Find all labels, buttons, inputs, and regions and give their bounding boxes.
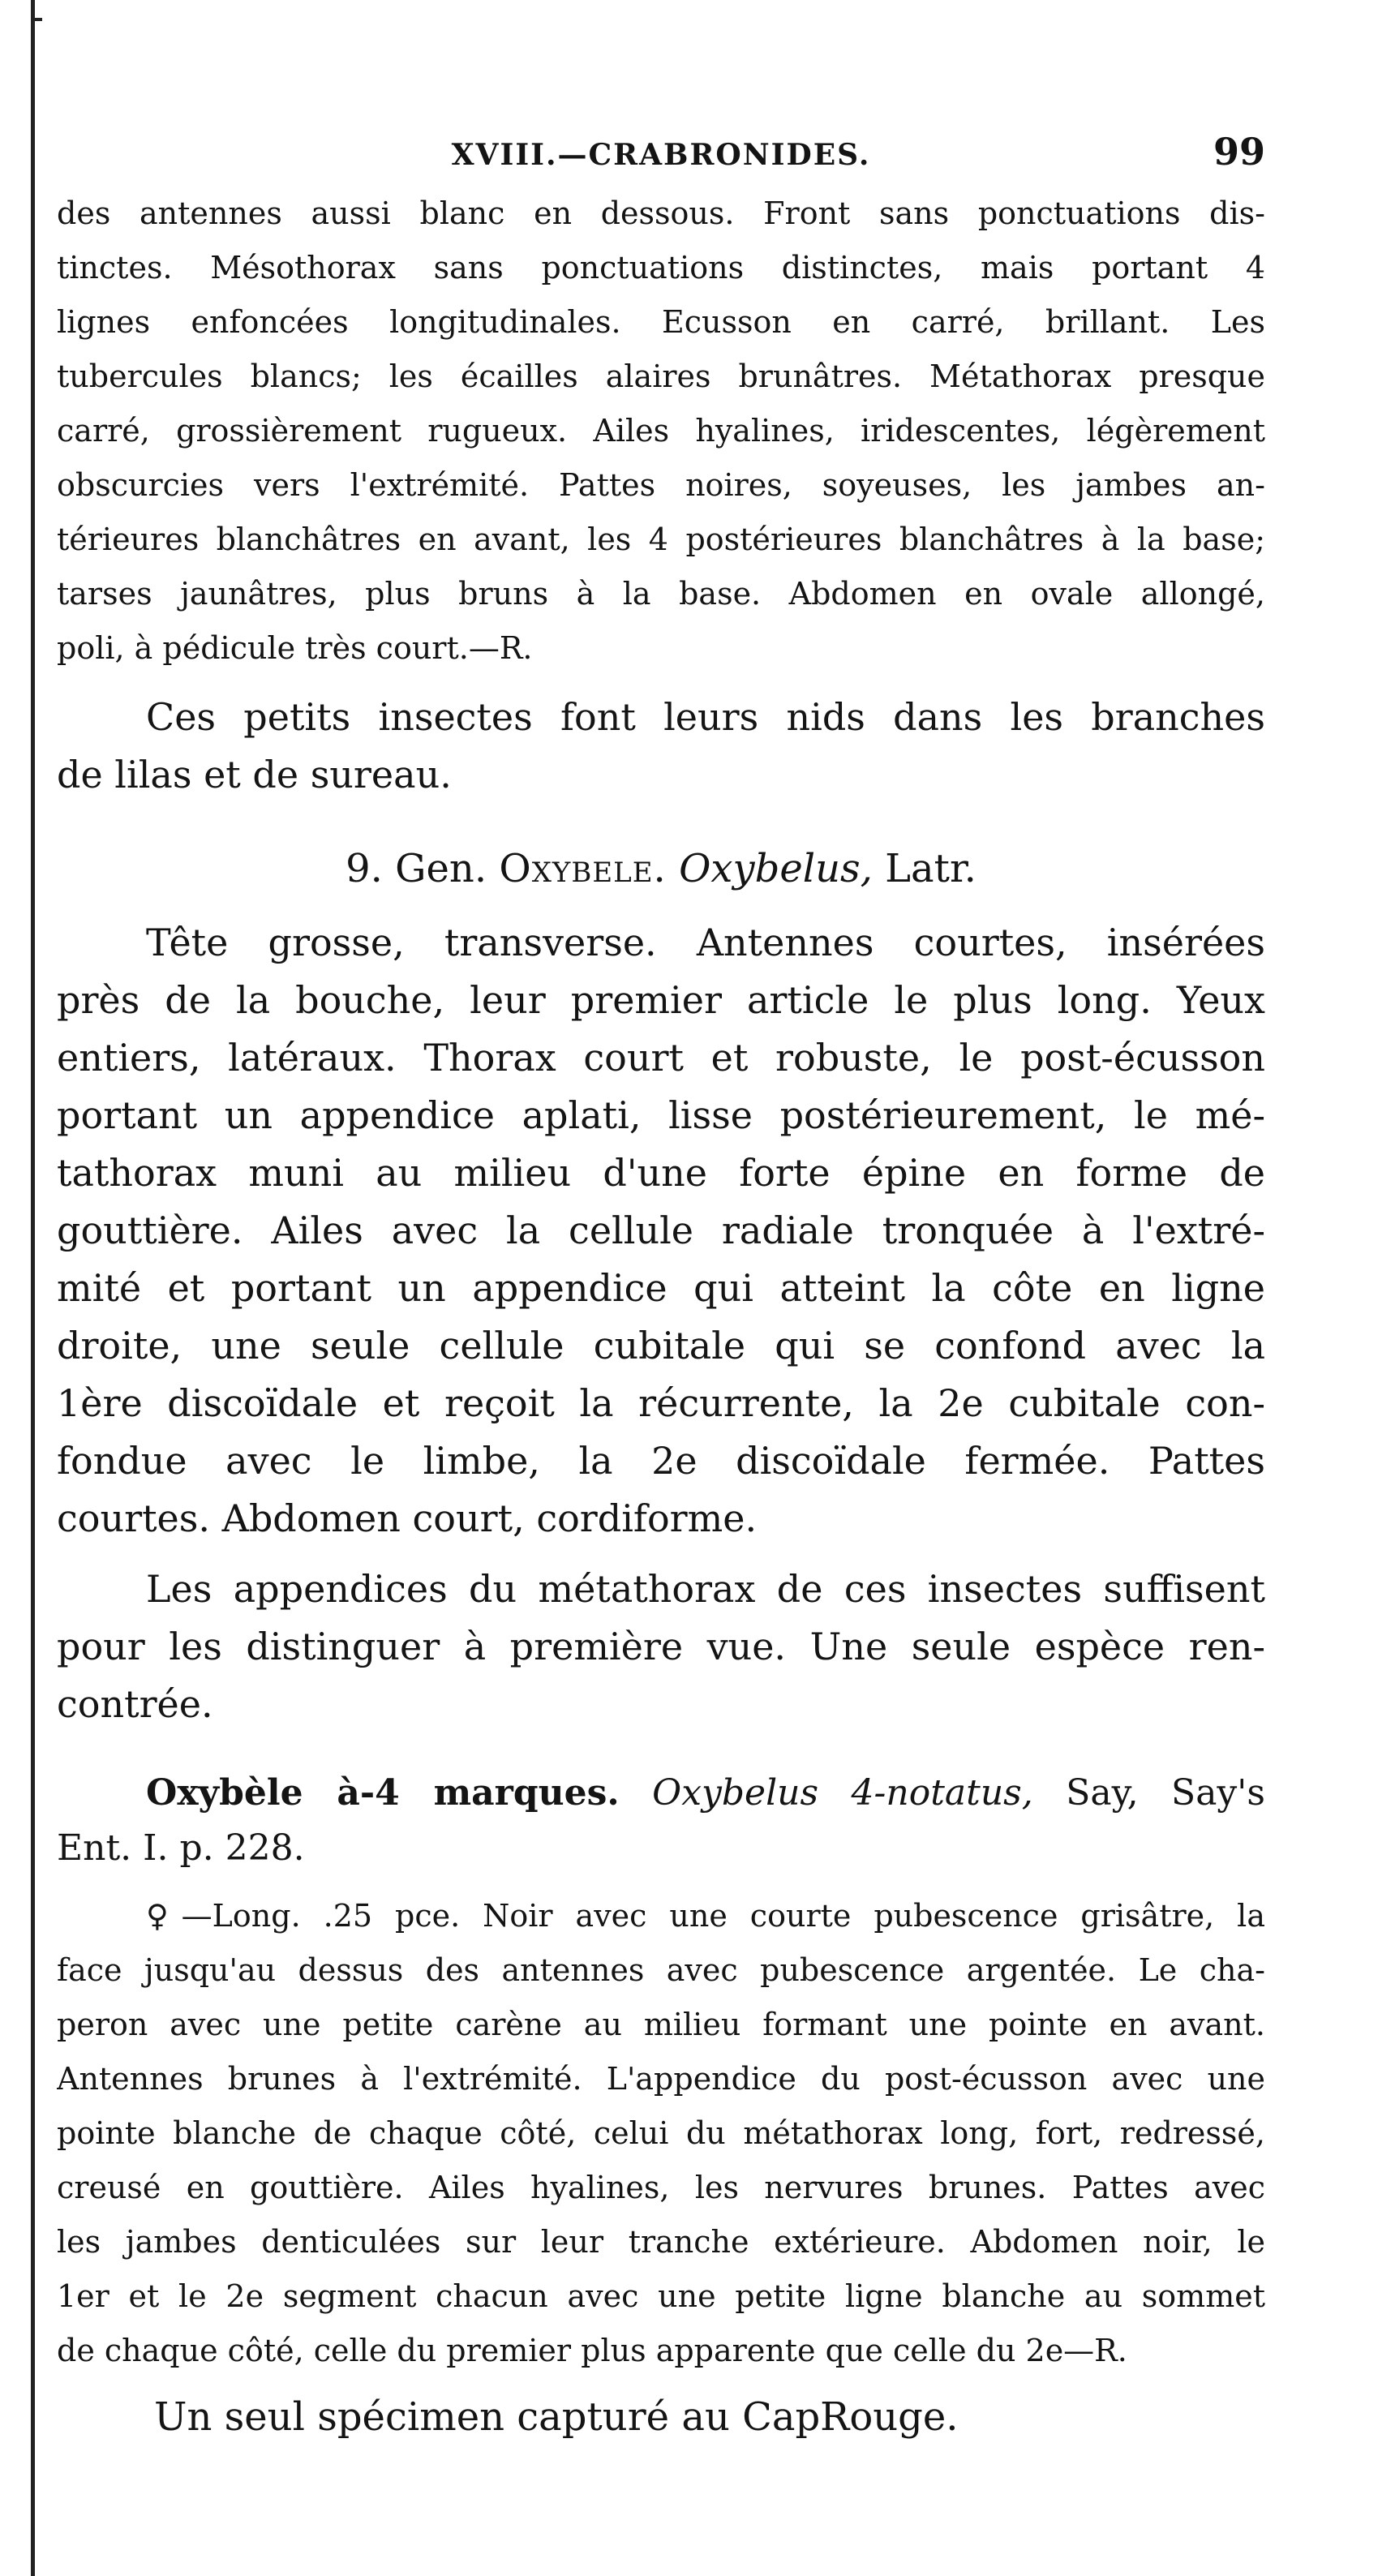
genus-author: Latr. — [885, 846, 976, 891]
species-common-name: Oxybèle à-4 marques. — [146, 1772, 620, 1814]
text-line: tinctes. Mésothorax sans ponctuations distinctes, mais portant 4 — [57, 250, 1265, 286]
text-line: creusé en gouttière. Ailes hyalines, les nervures brunes. Pattes avec — [57, 2170, 1265, 2205]
text-line: portant un appendice aplati, lisse postérieurement, le mé- — [57, 1093, 1265, 1137]
text-line: face jusqu'au dessus des antennes avec pubescence argentée. Le cha- — [57, 1952, 1265, 1988]
text-line: 1ère discoïdale et reçoit la récurrente, la 2e cubitale con- — [57, 1381, 1265, 1425]
closing-remark: Un seul spécimen capturé au CapRouge. — [154, 2394, 959, 2440]
text-line: Antennes brunes à l'extrémité. L'appendice du post-écusson avec une — [57, 2061, 1265, 2097]
text-line: des antennes aussi blanc en dessous. Front sans ponctuations dis- — [57, 195, 1265, 231]
running-title: XVIII.—CRABRONIDES. — [451, 138, 871, 172]
species-latin-genus: Oxybelus — [652, 1772, 819, 1814]
paragraph-genus-description — [57, 914, 1265, 1548]
page-number: 99 — [1213, 130, 1265, 174]
text-line: fondue avec le limbe, la 2e discoïdale fermée. Pattes — [57, 1439, 1265, 1483]
text-line: carré, grossièrement rugueux. Ailes hyalines, iridescentes, légèrement — [57, 413, 1265, 449]
paragraph-species-description — [57, 1889, 1265, 2378]
text-line: 1er et le 2e segment chacun avec une petite ligne blanche au sommet — [57, 2278, 1265, 2314]
species-heading-line — [57, 1766, 1265, 1821]
page — [57, 122, 1265, 2449]
text-line: ♀—Long. .25 pce. Noir avec une courte pubescence grisâtre, la — [146, 1898, 1265, 1934]
text-line: Ces petits insectes font leurs nids dans les branches — [146, 695, 1265, 739]
text-line: les jambes denticulées sur leur tranche extérieure. Abdomen noir, le — [57, 2224, 1265, 2260]
text-line: mité et portant un appendice qui atteint la côte en ligne — [57, 1266, 1265, 1310]
species-reference-line: Ent. I. p. 228. — [57, 1827, 305, 1869]
genus-name: Oxybele. — [499, 846, 667, 891]
genus-number: 9. Gen. — [346, 846, 487, 891]
text-line: de lilas et de sureau. — [57, 753, 452, 796]
species-latin-epithet: 4-notatus, — [851, 1772, 1033, 1814]
text-line: Tête grosse, transverse. Antennes courtes, insérées — [146, 921, 1265, 964]
paragraph-nesting-note — [57, 689, 1265, 804]
genus-heading — [57, 836, 1265, 901]
species-heading — [57, 1766, 1265, 1876]
text-line: poli, à pédicule très court.—R. — [57, 630, 533, 666]
text-line: contrée. — [57, 1682, 213, 1726]
text-line: lignes enfoncées longitudinales. Ecusson en carré, brillant. Les — [57, 304, 1265, 340]
text-line: près de la bouche, leur premier article le plus long. Yeux — [57, 978, 1265, 1022]
text-line: tathorax muni au milieu d'une forte épine en forme de — [57, 1151, 1265, 1195]
text-line: courtes. Abdomen court, cordiforme. — [57, 1496, 758, 1540]
text-line: gouttière. Ailes avec la cellule radiale tronquée à l'extré- — [57, 1209, 1265, 1252]
text-line: entiers, latéraux. Thorax court et robuste, le post-écusson — [57, 1036, 1265, 1080]
text-line: droite, une seule cellule cubitale qui se confond avec la — [57, 1324, 1265, 1367]
text-line: Les appendices du métathorax de ces insectes suffisent — [146, 1567, 1265, 1611]
text-line: pointe blanche de chaque côté, celui du métathorax long, fort, redressé, — [57, 2115, 1265, 2151]
species-author-ref: Say, Say's — [1066, 1772, 1265, 1814]
text-line: térieures blanchâtres en avant, les 4 postérieures blanchâtres à la base; — [57, 522, 1265, 557]
text-line: tubercules blancs; les écailles alaires brunâtres. Métathorax presque — [57, 358, 1265, 394]
text-line: peron avec une petite carène au milieu formant une pointe en avant. — [57, 2007, 1265, 2042]
margin-rule — [31, 0, 35, 2576]
text-line: pour les distinguer à première vue. Une seule espèce ren- — [57, 1625, 1265, 1668]
text-line: tarses jaunâtres, plus bruns à la base. Abdomen en ovale allongé, — [57, 576, 1265, 612]
margin-tick — [32, 18, 42, 21]
running-head — [57, 122, 1265, 187]
paragraph-description-continued — [57, 187, 1265, 676]
paragraph-appendix-note — [57, 1561, 1265, 1733]
text-line: de chaque côté, celle du premier plus apparente que celle du 2e—R. — [57, 2333, 1127, 2368]
text-line: obscurcies vers l'extrémité. Pattes noires, soyeuses, les jambes an- — [57, 467, 1265, 503]
genus-latin-name: Oxybelus, — [679, 846, 873, 891]
